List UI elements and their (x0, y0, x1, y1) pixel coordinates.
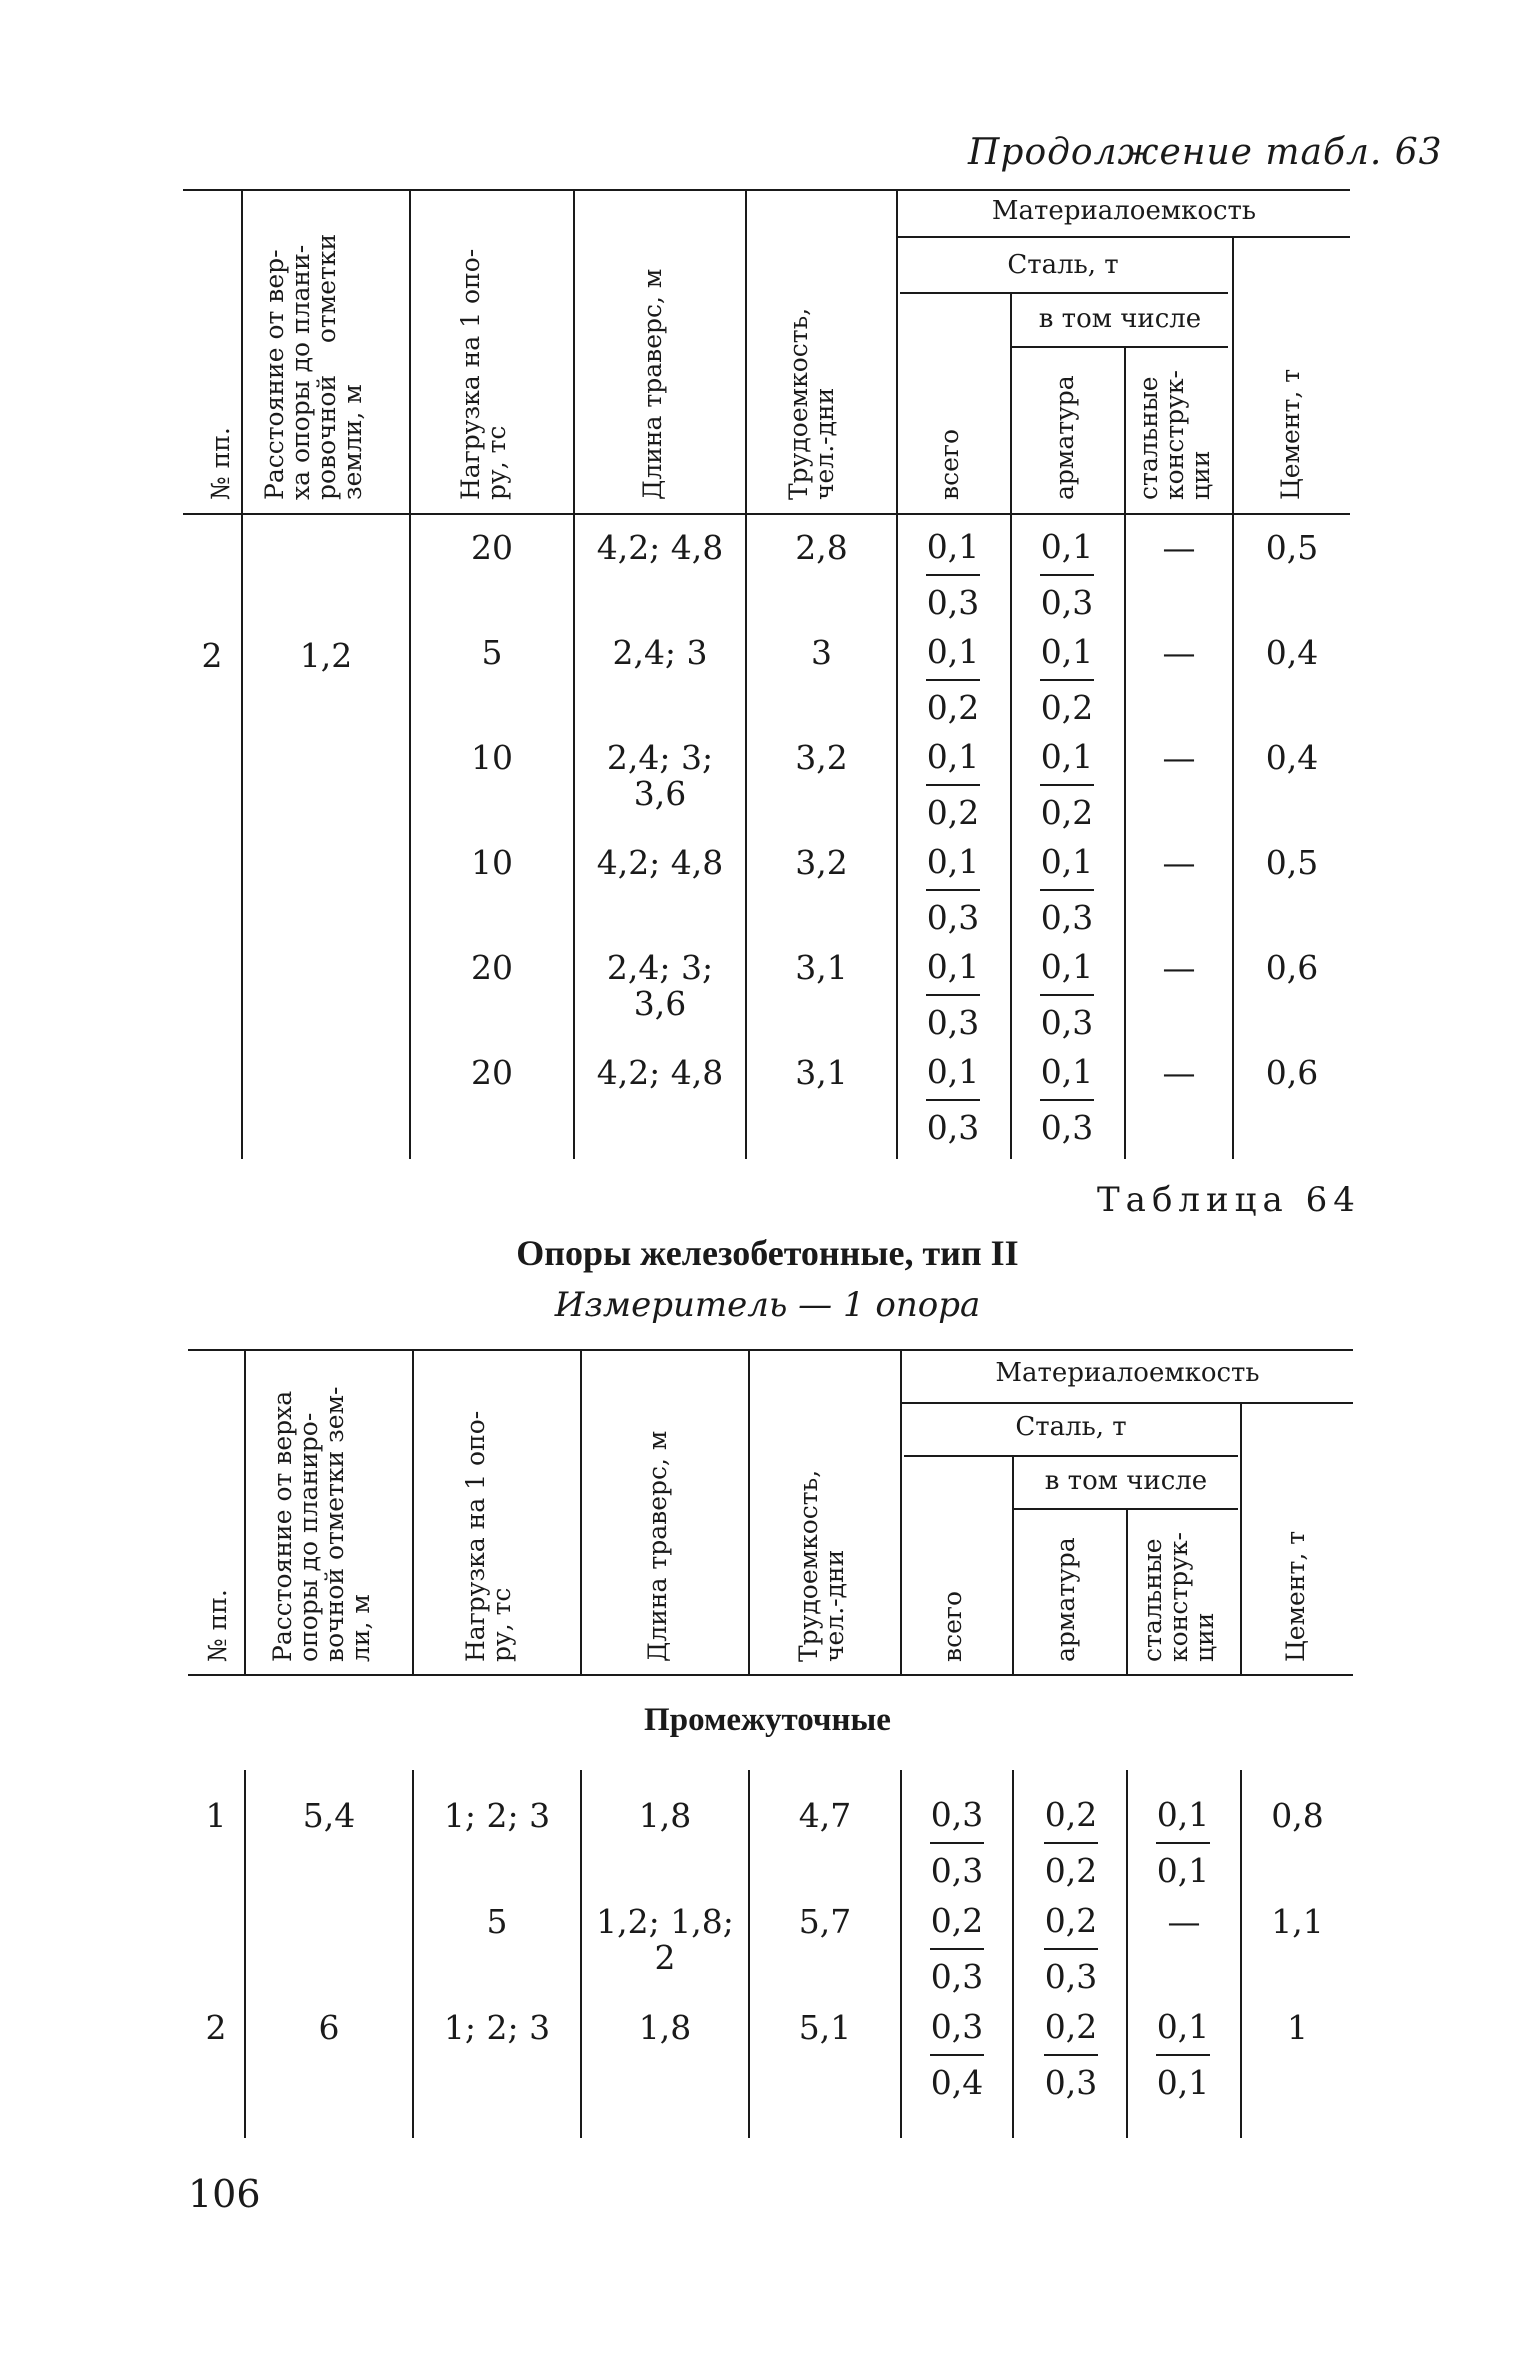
cell-steel-structures: — (1162, 633, 1196, 672)
rule (188, 1349, 1353, 1351)
cell-labor: 3 (811, 633, 832, 672)
header-material: Материалоемкость (991, 196, 1257, 226)
fraction-numerator: 0,1 (1040, 842, 1094, 881)
fraction-denominator: 0,3 (926, 1003, 980, 1042)
cell-load: 10 (471, 738, 513, 777)
header-rebar: арматура (1050, 375, 1079, 500)
cell-cement: 0,6 (1265, 1053, 1319, 1092)
rule (896, 189, 898, 1159)
fraction (908, 1049, 998, 1151)
rule (1240, 1402, 1242, 1674)
cell-load: 5 (486, 1902, 508, 1941)
table-label: Таблица 64 (1097, 1180, 1361, 1220)
cell-load: 1; 2; 3 (443, 1796, 551, 1835)
cell-labor: 5,7 (798, 1902, 852, 1941)
cell-length: 1,8 (638, 2008, 692, 2047)
cell-steel-structures: — (1162, 948, 1196, 987)
cell-cement: 0,8 (1271, 1796, 1324, 1835)
rule (745, 189, 747, 1159)
rule (183, 189, 1350, 191)
fraction (1138, 1792, 1228, 1894)
header-total: всего (938, 1590, 967, 1662)
fraction-numerator: 0,2 (1044, 2007, 1098, 2046)
rule (900, 1349, 902, 1674)
rule (1126, 1770, 1128, 2138)
rule (904, 1455, 1238, 1457)
fraction-denominator: 0,3 (926, 898, 980, 937)
cell-load: 20 (471, 948, 513, 987)
rule (902, 1402, 1353, 1404)
fraction-denominator: 0,1 (1156, 1851, 1210, 1890)
header-load: Нагрузка на 1 опо- ру, тс (461, 1410, 516, 1662)
cell-distance: 1,2 (299, 636, 353, 675)
header-total: всего (935, 428, 964, 500)
fraction-denominator: 0,3 (1040, 1108, 1094, 1147)
section-title: Промежуточные (644, 1702, 891, 1738)
rule (748, 1349, 750, 1674)
fraction-denominator: 0,2 (1040, 688, 1094, 727)
fraction-numerator: 0,1 (1156, 1795, 1210, 1834)
header-steel-structures: стальные конструк- ции (1134, 370, 1215, 500)
fraction (1022, 1049, 1112, 1151)
header-distance: Расстояние от вер- ха опоры до плани- ровочной отметки земли, м (260, 233, 367, 500)
cell-distance: 6 (318, 2008, 340, 2047)
fraction (1022, 629, 1112, 731)
fraction (1026, 1792, 1116, 1894)
fraction (1022, 944, 1112, 1046)
cell-length: 2,4; 3; 3,6 (606, 948, 714, 1023)
continuation-title: Продолжение табл. 63 (968, 132, 1443, 173)
fraction (1026, 2004, 1116, 2106)
fraction (912, 1898, 1002, 2000)
fraction-denominator: 0,3 (1044, 2063, 1098, 2102)
cell-cement: 0,4 (1265, 633, 1319, 672)
fraction (1022, 524, 1112, 626)
cell-no: 1 (205, 1796, 227, 1835)
fraction-numerator: 0,1 (1040, 947, 1094, 986)
header-cement: Цемент, т (1281, 1530, 1310, 1662)
fraction-numerator: 0,1 (926, 632, 980, 671)
page-number: 106 (188, 2172, 261, 2216)
fraction-numerator: 0,1 (1040, 1052, 1094, 1091)
header-labor: Трудоемкость, чел.-дни (794, 1469, 849, 1662)
cell-labor: 3,1 (795, 948, 848, 987)
fraction (1138, 2004, 1228, 2106)
fraction (908, 629, 998, 731)
cell-cement: 0,4 (1265, 738, 1319, 777)
fraction-denominator: 0,2 (926, 688, 980, 727)
cell-length: 4,2; 4,8 (596, 843, 724, 882)
header-including: в том числе (1044, 1466, 1208, 1496)
fraction-denominator: 0,3 (926, 583, 980, 622)
header-no: № пп. (203, 1589, 232, 1662)
cell-load: 5 (481, 633, 503, 672)
fraction-denominator: 0,2 (1040, 793, 1094, 832)
fraction-numerator: 0,1 (1156, 2007, 1210, 2046)
cell-labor: 2,8 (795, 528, 848, 567)
cell-labor: 3,1 (795, 1053, 848, 1092)
cell-length: 4,2; 4,8 (596, 528, 724, 567)
rule (183, 513, 1350, 515)
fraction-denominator: 0,3 (1040, 898, 1094, 937)
cell-length: 1,2; 1,8; 2 (596, 1902, 734, 1977)
header-material: Материалоемкость (995, 1358, 1260, 1388)
rule (1232, 236, 1234, 1159)
fraction (908, 524, 998, 626)
cell-labor: 3,2 (795, 738, 848, 777)
cell-steel-structures: — (1167, 1902, 1201, 1941)
fraction-denominator: 0,3 (930, 1851, 984, 1890)
header-length: Длина траверс, м (643, 1430, 672, 1662)
fraction (908, 839, 998, 941)
rule (409, 189, 411, 1159)
fraction-denominator: 0,4 (930, 2063, 984, 2102)
rule (900, 1770, 902, 2138)
fraction-denominator: 0,3 (1040, 1003, 1094, 1042)
header-steel: Сталь, т (1015, 1412, 1127, 1442)
header-length: Длина траверс, м (638, 268, 667, 500)
fraction (1026, 1898, 1116, 2000)
fraction-numerator: 0,1 (926, 842, 980, 881)
fraction (912, 2004, 1002, 2106)
fraction-numerator: 0,3 (930, 2007, 984, 2046)
rule (241, 189, 243, 1159)
header-steel: Сталь, т (1007, 250, 1119, 280)
header-including: в том числе (1038, 304, 1202, 334)
fraction-numerator: 0,3 (930, 1795, 984, 1834)
cell-load: 1; 2; 3 (443, 2008, 551, 2047)
cell-no: 2 (205, 2008, 227, 2047)
cell-steel-structures: — (1162, 528, 1196, 567)
cell-load: 10 (471, 843, 513, 882)
fraction-denominator: 0,1 (1156, 2063, 1210, 2102)
fraction-denominator: 0,3 (930, 1957, 984, 1996)
cell-steel-structures: — (1162, 843, 1196, 882)
cell-length: 2,4; 3 (612, 633, 708, 672)
fraction-denominator: 0,3 (1044, 1957, 1098, 1996)
header-labor: Трудоемкость, чел.-дни (784, 307, 839, 500)
cell-labor: 5,1 (798, 2008, 852, 2047)
cell-cement: 0,5 (1265, 843, 1319, 882)
fraction (908, 944, 998, 1046)
fraction-numerator: 0,2 (930, 1901, 984, 1940)
cell-load: 20 (471, 528, 513, 567)
rule (580, 1349, 582, 1674)
rule (188, 1674, 1353, 1676)
rule (244, 1349, 246, 1674)
fraction-denominator: 0,2 (926, 793, 980, 832)
cell-load: 20 (471, 1053, 513, 1092)
header-load: Нагрузка на 1 опо- ру, тс (456, 248, 511, 500)
cell-labor: 4,7 (798, 1796, 852, 1835)
fraction-numerator: 0,1 (926, 737, 980, 776)
rule (1012, 1770, 1014, 2138)
cell-cement: 1,1 (1271, 1902, 1324, 1941)
fraction-numerator: 0,1 (926, 947, 980, 986)
fraction-numerator: 0,1 (1040, 632, 1094, 671)
header-no: № пп. (206, 427, 235, 500)
fraction-numerator: 0,1 (1040, 527, 1094, 566)
header-cement: Цемент, т (1276, 368, 1305, 500)
table-measure: Измеритель — 1 опора (554, 1285, 981, 1325)
fraction-numerator: 0,2 (1044, 1795, 1098, 1834)
fraction (908, 734, 998, 836)
cell-length: 1,8 (638, 1796, 692, 1835)
header-rebar: арматура (1051, 1537, 1080, 1662)
rule (412, 1349, 414, 1674)
rule (900, 292, 1228, 294)
cell-cement: 0,5 (1265, 528, 1319, 567)
cell-length: 2,4; 3; 3,6 (606, 738, 714, 813)
fraction (1022, 734, 1112, 836)
header-steel-structures: стальные конструк- ции (1138, 1532, 1219, 1662)
cell-no: 2 (201, 636, 223, 675)
cell-distance: 5,4 (302, 1796, 356, 1835)
table-title: Опоры железобетонные, тип II (516, 1233, 1019, 1273)
fraction-numerator: 0,2 (1044, 1901, 1098, 1940)
cell-cement: 0,6 (1265, 948, 1319, 987)
fraction-denominator: 0,3 (926, 1108, 980, 1147)
fraction (1022, 839, 1112, 941)
cell-steel-structures: — (1162, 1053, 1196, 1092)
header-distance: Расстояние от верха опоры до планиро- вочной отметки зем- ли, м (268, 1386, 375, 1662)
fraction-denominator: 0,3 (1040, 583, 1094, 622)
rule (1126, 1508, 1128, 1674)
fraction-numerator: 0,1 (1040, 737, 1094, 776)
rule (1010, 292, 1012, 1159)
fraction-denominator: 0,2 (1044, 1851, 1098, 1890)
cell-labor: 3,2 (795, 843, 848, 882)
cell-steel-structures: — (1162, 738, 1196, 777)
fraction-numerator: 0,1 (926, 527, 980, 566)
rule (898, 236, 1350, 238)
fraction-numerator: 0,1 (926, 1052, 980, 1091)
fraction (912, 1792, 1002, 1894)
cell-length: 4,2; 4,8 (596, 1053, 724, 1092)
cell-cement: 1 (1287, 2008, 1308, 2047)
rule (1012, 346, 1228, 348)
